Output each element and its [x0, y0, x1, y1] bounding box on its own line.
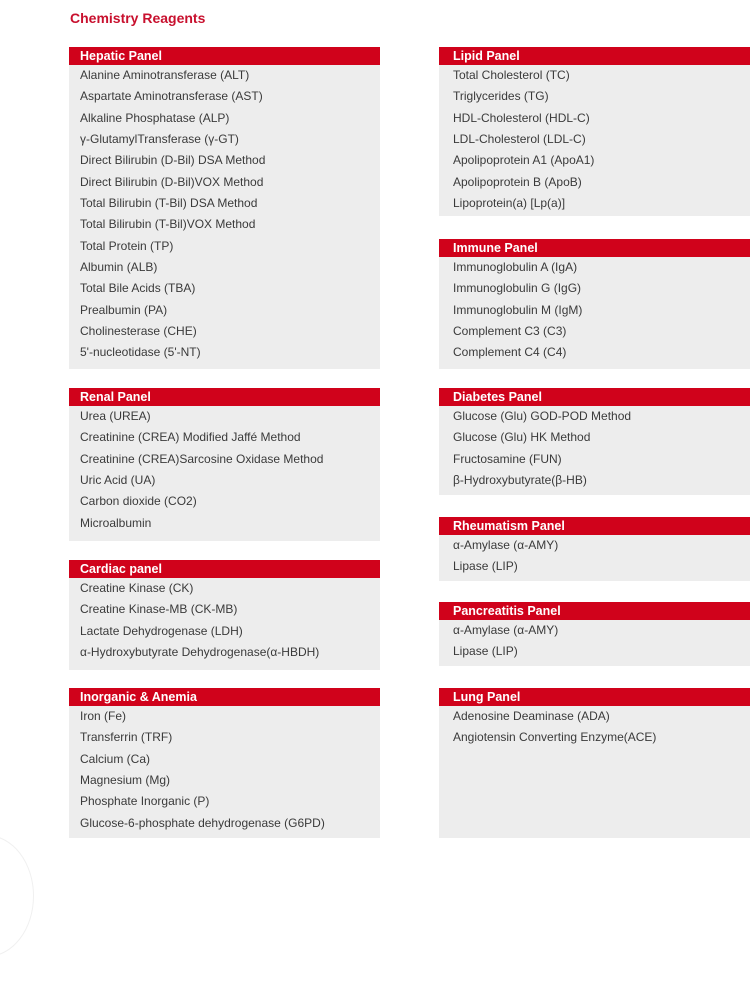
- reagent-item: Creatine Kinase (CK): [80, 581, 194, 595]
- panel-body: [69, 406, 380, 541]
- panel-body: [439, 620, 750, 666]
- decorative-arc: [0, 835, 34, 957]
- page-title: Chemistry Reagents: [70, 10, 206, 26]
- reagent-item: Total Bilirubin (T-Bil) DSA Method: [80, 196, 258, 211]
- panel-list: [439, 65, 750, 214]
- reagent-item: Glucose-6-phosphate dehydrogenase (G6PD): [80, 815, 325, 830]
- reagent-item: Uric Acid (UA): [80, 473, 156, 488]
- reagent-item: 5'-nucleotidase (5'-NT): [80, 345, 201, 360]
- reagent-item: α-Amylase (α-AMY): [453, 538, 559, 552]
- panel-list: [69, 578, 380, 663]
- reagent-item: Iron (Fe): [80, 709, 127, 723]
- reagent-item: Angiotensin Converting Enzyme(ACE): [453, 730, 657, 745]
- reagent-item: Immunoglobulin G (IgG): [453, 281, 582, 296]
- reagent-item: Direct Bilirubin (D-Bil)VOX Method: [80, 174, 264, 189]
- panel-title: Pancreatitis Panel: [439, 602, 750, 620]
- panel-title: Hepatic Panel: [69, 47, 380, 65]
- panel-list: [69, 706, 380, 834]
- reagent-item: Cholinesterase (CHE): [80, 324, 197, 339]
- reagent-item: Carbon dioxide (CO2): [80, 494, 197, 509]
- reagent-item: Creatinine (CREA)Sarcosine Oxidase Method: [80, 451, 324, 466]
- reagent-item: Fructosamine (FUN): [453, 451, 562, 466]
- panel-rheumatism: [439, 517, 750, 581]
- panel-body: [439, 257, 750, 369]
- reagent-item: Creatine Kinase-MB (CK-MB): [80, 602, 238, 617]
- panel-list: [69, 406, 380, 534]
- reagent-item: Lipase (LIP): [453, 559, 518, 574]
- reagent-item: Lipoprotein(a) [Lp(a)]: [453, 196, 566, 211]
- reagent-item: LDL-Cholesterol (LDL-C): [453, 132, 586, 147]
- panel-body: [69, 65, 380, 369]
- panel-title: Cardiac panel: [69, 560, 380, 578]
- panel-body: [439, 406, 750, 495]
- reagent-item: Immunoglobulin M (IgM): [453, 302, 583, 317]
- reagent-item: Microalbumin: [80, 515, 152, 530]
- reagent-item: Calcium (Ca): [80, 751, 151, 766]
- reagent-item: Adenosine Deaminase (ADA): [453, 709, 610, 723]
- reagent-item: Immunoglobulin A (IgA): [453, 260, 578, 274]
- reagent-item: Total Bile Acids (TBA): [80, 281, 196, 296]
- reagent-item: Glucose (Glu) HK Method: [453, 430, 591, 445]
- panel-title: Diabetes Panel: [439, 388, 750, 406]
- reagent-item: Total Protein (TP): [80, 238, 174, 253]
- panel-body: [69, 706, 380, 838]
- panel-list: [439, 257, 750, 364]
- panel-immune: [439, 239, 750, 369]
- panel-body: [69, 578, 380, 670]
- reagent-item: Total Cholesterol (TC): [453, 68, 570, 82]
- panel-body: [439, 65, 750, 216]
- panel-body: [439, 706, 750, 838]
- panel-lipid: [439, 47, 750, 216]
- reagent-item: Complement C3 (C3): [453, 324, 567, 339]
- reagent-item: β-Hydroxybutyrate(β-HB): [453, 473, 587, 488]
- reagent-item: Lipase (LIP): [453, 644, 518, 659]
- panel-title: Lung Panel: [439, 688, 750, 706]
- reagent-item: Apolipoprotein A1 (ApoA1): [453, 153, 595, 168]
- reagent-item: Total Bilirubin (T-Bil)VOX Method: [80, 217, 256, 232]
- reagent-item: Prealbumin (PA): [80, 302, 168, 317]
- panel-hepatic: [69, 47, 380, 369]
- panel-inorganic-anemia: [69, 688, 380, 838]
- reagent-item: Magnesium (Mg): [80, 773, 171, 788]
- reagent-item: γ-GlutamylTransferase (γ-GT): [80, 132, 239, 147]
- reagent-item: HDL-Cholesterol (HDL-C): [453, 110, 590, 125]
- reagent-item: Urea (UREA): [80, 409, 151, 423]
- reagent-item: Lactate Dehydrogenase (LDH): [80, 623, 243, 638]
- panel-diabetes: [439, 388, 750, 495]
- reagent-item: α-Amylase (α-AMY): [453, 623, 559, 637]
- panel-list: [439, 535, 750, 578]
- reagent-item: Complement C4 (C4): [453, 345, 567, 360]
- reagent-item: Phosphate Inorganic (P): [80, 794, 210, 809]
- reagent-item: Glucose (Glu) GOD-POD Method: [453, 409, 632, 423]
- panel-lung: [439, 688, 750, 838]
- reagent-item: Alkaline Phosphatase (ALP): [80, 110, 230, 125]
- panel-pancreatitis: [439, 602, 750, 666]
- reagent-item: Direct Bilirubin (D-Bil) DSA Method: [80, 153, 266, 168]
- panel-list: [439, 706, 750, 749]
- panel-body: [439, 535, 750, 581]
- panel-title: Inorganic & Anemia: [69, 688, 380, 706]
- panel-list: [439, 406, 750, 491]
- reagent-item: Transferrin (TRF): [80, 730, 173, 745]
- panel-cardiac: [69, 560, 380, 670]
- reagent-item: α-Hydroxybutyrate Dehydrogenase(α-HBDH): [80, 645, 320, 660]
- panel-title: Lipid Panel: [439, 47, 750, 65]
- reagent-item: Creatinine (CREA) Modified Jaffé Method: [80, 430, 301, 445]
- reagent-item: Aspartate Aminotransferase (AST): [80, 89, 263, 104]
- panel-title: Immune Panel: [439, 239, 750, 257]
- panel-title: Renal Panel: [69, 388, 380, 406]
- reagent-item: Alanine Aminotransferase (ALT): [80, 68, 250, 82]
- panel-list: [69, 65, 380, 364]
- panel-renal: [69, 388, 380, 541]
- reagent-item: Albumin (ALB): [80, 260, 158, 275]
- reagent-item: Triglycerides (TG): [453, 89, 549, 104]
- panel-title: Rheumatism Panel: [439, 517, 750, 535]
- reagent-item: Apolipoprotein B (ApoB): [453, 174, 582, 189]
- panel-list: [439, 620, 750, 663]
